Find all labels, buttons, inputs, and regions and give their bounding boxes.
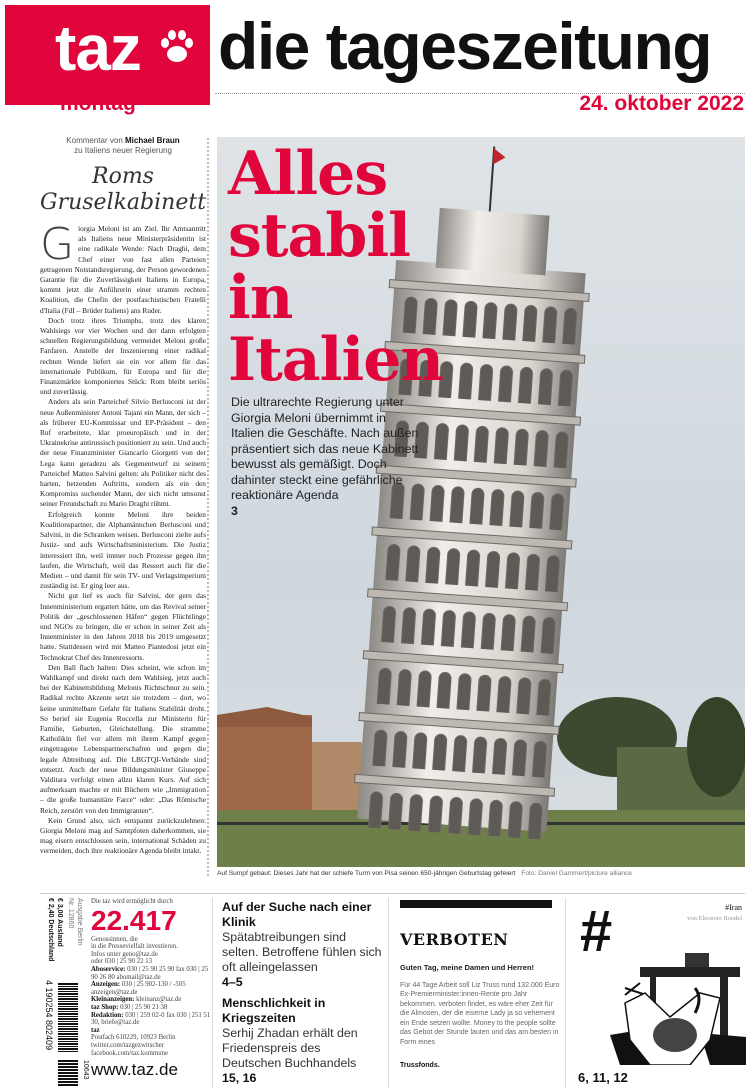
iran-pages[interactable]: 6, 11, 12	[578, 1070, 628, 1085]
headline-line: in	[228, 263, 293, 333]
tower-arch	[397, 669, 411, 706]
edition-number	[66, 898, 84, 945]
tower-arch	[503, 304, 517, 341]
tower-arch	[521, 616, 535, 653]
taz-logo[interactable]	[5, 5, 210, 105]
barcode	[58, 982, 78, 1052]
tower-arch	[477, 675, 491, 712]
teaser-text: Serhij Zhadan erhält den Friedenspreis des Deutschen Buchhandels	[222, 1026, 358, 1070]
tower-arch	[508, 801, 522, 838]
teaser-text: Die ultrarechte Regierung unter Giorgia Meloni übernimmt in Italien die Geschäfte. Nach außen präsentiert sich das neue Kabinett bewusst als gemäßigt. Doch dahinter steckt eine gefährliche reaktionäre Agenda	[231, 395, 419, 502]
contact-text: 030 | 259 02-0 fax 030 | 251 51 30, briefe@taz.de	[91, 1011, 211, 1027]
headline-line: Italien	[228, 325, 444, 395]
headline-line: Alles	[228, 139, 388, 209]
edition-line: Ausgabe Berlin	[76, 898, 83, 946]
tower-arch	[393, 731, 407, 768]
tower-arch	[554, 432, 568, 469]
issue-code: 10643	[82, 1060, 89, 1080]
tower-arch	[441, 610, 455, 647]
tower-arch	[426, 547, 440, 584]
contact-text: 030 | 25 90 21 38	[120, 1003, 168, 1011]
prices	[46, 898, 64, 961]
tower-arch	[474, 426, 488, 463]
tower-arch	[514, 429, 528, 466]
tower-arch	[406, 546, 420, 583]
headline-line: stabil	[228, 201, 410, 271]
tower-arch	[497, 676, 511, 713]
postal-address: Postfach 610229, 10923 Berlin	[91, 1034, 176, 1042]
barcode-addon	[58, 1060, 78, 1086]
verboten-text: Für 44 Tage Arbeit soll Liz Truss rund 132.000 Euro Ex-Premierminister:innen-Rente pro Jahr bekommen. verboten findet, es wäre eher Zeit für die Almosen, der die eiserne Lady ja so vehement ein Ende setzen wollte. Money to the people sollte das Gebot der Stunde lauten und das am besten in Form eines	[400, 981, 560, 1046]
weekday: montag	[60, 92, 136, 115]
tower-arch	[563, 308, 577, 345]
tower-arch	[459, 363, 473, 400]
verboten-greeting: Guten Tag, meine Damen und Herren!	[400, 963, 535, 972]
tower-arch	[517, 678, 531, 715]
tower-arch	[525, 554, 539, 591]
logo-text: taz	[55, 12, 141, 84]
tower-arch	[434, 423, 448, 460]
tower-arch	[523, 305, 537, 342]
contact-label: Kleinanzeigen:	[91, 996, 135, 1004]
lead-teaser	[231, 395, 421, 519]
tower-arch	[501, 614, 515, 651]
teaser-pages: 4–5	[222, 975, 243, 989]
teaser-title: Menschlichkeit in Kriegszeiten	[222, 996, 326, 1025]
imprint-line: oder 030 | 25 90 22 13	[91, 958, 153, 966]
teaser-list	[222, 900, 382, 1092]
dropcap: G	[40, 219, 75, 270]
edition-line: Nr. 12860	[67, 898, 74, 929]
tower-arch	[450, 486, 464, 523]
imprint-line: in die Pressevielfalt investieren.	[91, 943, 178, 951]
tower-arch	[368, 792, 382, 829]
contact-shop	[91, 1004, 211, 1012]
tower-arch	[433, 734, 447, 771]
tower-arch	[490, 489, 504, 526]
paragraph: Doch trotz ihres Triumphs, trotz des klaren Wahlsiegs vor vier Wochen und der dann erfolgten schnellen Regierungsbildung vermeidet Meloni große Fanfaren. Anstelle der Inszenierung einer radikal rechten Wende liefert sie ein vor allem für das internationale Publikum, für Europa und für die Finanzmärkte komponiertes Stück: Rom bleibt seriös und zuverlässig.	[40, 315, 206, 397]
tower-arch	[486, 551, 500, 588]
column-separator	[212, 898, 213, 1088]
tower-arch	[401, 607, 415, 644]
contact-redaktion	[91, 1012, 211, 1027]
imprint-line: Genossinnen, die	[91, 935, 138, 943]
byline-prefix: Kommentar von	[66, 136, 123, 145]
paragraph: iorgia Meloni ist am Ziel. Ihr Amtsantritt als Italiens neue Ministerpräsidentin ist eine radikale Wende: Nach Draghi, dem Chef einer von fast allen Parteien getragenen Notstandsregierung, der Person gewordenen Garantie für die Zuverlässigkeit Italiens in Europa, kommt jetzt die Anführerin einer stramm rechten Koalition, die Chefin der postfaschistischen Fratelli d'Italia (FdI – Brüder Italiens) ans Ruder.	[40, 224, 206, 315]
commentary-title[interactable]: Roms Gruselkabinett	[40, 164, 206, 215]
paragraph: Kein Grund also, sich entspannt zurückzulehnen: Giorgia Meloni mag auf Samtpfoten daherkommen, sie mag eisern entschlossen sein, international Schäden zu vermeiden, doch ihre reaktionäre Agenda bleibt intakt.	[40, 815, 206, 856]
commentary-body	[40, 219, 206, 857]
imprint-footer: taz	[91, 1026, 100, 1034]
paragraph: Erfolgreich konnte Meloni ihre beiden Koalitionspartner, die Alphamännchen Berlusconi und Salvini, in die Schranken weisen. Berlusconi zielte aufs Justiz- und aufs Wirtschaftsministerium. Die Justiz interessiert ihn, weil immer noch Prozesse gegen ihn laufen, die Wirtschaft, weil das Ressort auch für die Medien – und damit für sein TV- und Verlagsimperium zuständig ist. Er ging leer aus.	[40, 509, 206, 591]
page-reference[interactable]: 3	[231, 503, 238, 518]
tower-arch	[454, 425, 468, 462]
tower-arch	[530, 492, 544, 529]
paragraph: Anders als sein Parteichef Silvio Berlusconi ist der neue Außenminister Antoni Tajani ein Mann, der sich – als früherer EU-Kommissar und EP-Präsident – den Ruf erarbeitete, klar proeuropäisch und in der Ukrainekrise antirussisch positioniert zu sein. Und auch der neue Finanzminister Giancarlo Giorgetti von der Lega kann geradezu als Gegenentwurf zu seinem Parteichef Matteo Salvini gelten: als Politiker nicht des harten, hetzenden Auftritts, sondern als ein den Kompromiss suchender Mann, der sich nicht umsonst seiner Freundschaft zu Mario Draghi rühmt.	[40, 397, 206, 509]
tower-arch	[541, 617, 555, 654]
paragraph: Den Ball flach halten: Dies scheint, wie schon im Wahlkampf und direkt nach dem Wahlsieg, jetzt auch bei der Kabinettsbildung Melonis Richtschnur zu sein. Radikal rechte Akzente setzt sie trotzdem – dort, wo keine unmittelbare Gefahr für Italiens Stabilität droht. So berief sie Eugenia Roccella zur Ministerin für Familie, Geburten, Gleichstellung. Die stramme Katholikin fiel vor allem mit ihrem Kampf gegen eingetragene Lebenspartnerschaften und gegen die legale Abtreibung auf. Die LBGTQI-Verbände sind entsetzt. Auch der neue Bildungsminister Giuseppe Valditara verfolgt einen allzu klaren Kurs. Auf sich aufmerksam machte er mit Büchern wie „Immigration – die große humanitäre Farce“ oder: „Das Römische Reich, zerstört von den Immigranten“.	[40, 662, 206, 815]
tower-arch	[377, 668, 391, 705]
teaser-item[interactable]	[222, 900, 382, 990]
tower-arch	[373, 730, 387, 767]
column-separator	[388, 898, 389, 1088]
photo-credit: Foto: Daniel Gammert/picture alliance	[521, 870, 633, 877]
verboten-punchline: Trussfonds.	[400, 1062, 440, 1069]
tower-arch	[386, 544, 400, 581]
tower-arch	[479, 364, 493, 401]
commentary-column	[40, 136, 206, 881]
author: Michael Braun	[125, 136, 180, 145]
column-separator	[565, 898, 566, 1088]
byline-topic: zu Italiens neuer Regierung	[74, 146, 172, 155]
tower-arch	[550, 493, 564, 530]
tower-arch	[413, 732, 427, 769]
tower-arch	[468, 799, 482, 836]
iran-byline: von Eleonore Roedel	[687, 915, 742, 922]
issue-date: 24. oktober 2022	[579, 92, 744, 115]
contact-text: 030 | 25 90 25 90 fax 030 | 25 90 26 80 abomail@taz.de	[91, 965, 209, 981]
tower-arch	[443, 300, 457, 337]
verboten-bar	[400, 900, 552, 908]
tower-arch	[428, 796, 442, 833]
caption-text: Auf Sumpf gebaut: Dieses Jahr hat der schiefe Turm von Pisa seinen 650-jährigen Geburtstag gefeiert	[217, 870, 516, 877]
tower-arch	[543, 306, 557, 343]
edition-info	[42, 898, 89, 1088]
tower-arch	[518, 367, 532, 404]
tower-arch	[421, 609, 435, 646]
contact-text: 030 | 25 902-130 / -505 anzeigen@taz.de	[91, 981, 186, 996]
iran-label[interactable]	[687, 902, 742, 924]
contact-label: Aboservice:	[91, 965, 126, 973]
contact-text: kleinanz@taz.de	[136, 996, 182, 1004]
price-abroad: € 3,00 Ausland	[56, 898, 63, 947]
tower-arch	[510, 491, 524, 528]
tower-arch	[488, 800, 502, 837]
newspaper-title: die tageszeitung	[218, 9, 712, 83]
tower-arch	[512, 739, 526, 776]
paragraph: Nicht gut lief es auch für Salvini, der gern das Innenministerium ergattert hätte, um das Revival seiner Politik der „geschlossenen Häfen“ gegen Flüchtlinge und NGOs zu bringen, die er schon in seiner Zeit als Innenminister in den Jahren 2018 bis 2019 umgesetzt hatte. Stattdessen wird mit Matteo Piantedosi jetzt ein Technokrat Chef des Innenressorts.	[40, 591, 206, 662]
price-germany: € 2,40 Deutschland	[47, 898, 54, 962]
tower-arch	[466, 550, 480, 587]
tower-arch	[430, 485, 444, 522]
tower-arch	[453, 735, 467, 772]
paw-icon	[157, 27, 197, 67]
tower-arch	[537, 679, 551, 716]
tower-arch	[463, 301, 477, 338]
tower-arch	[461, 612, 475, 649]
tower-arch	[558, 370, 572, 407]
contact-anzeigen	[91, 981, 211, 996]
contact-kleinanzeigen	[91, 996, 211, 1004]
teaser-title: Auf der Suche nach einer Klinik	[222, 900, 372, 929]
verboten-box	[400, 900, 560, 1071]
twitter-link[interactable]: twitter.com/tazgezwitscher	[91, 1041, 165, 1049]
tower-arch	[381, 606, 395, 643]
tower-arch	[437, 672, 451, 709]
tower-arch	[417, 671, 431, 708]
contact-label: Anzeigen:	[91, 981, 121, 989]
teaser-item[interactable]	[222, 996, 382, 1086]
tower-arch	[448, 797, 462, 834]
contact-aboservice	[91, 966, 211, 981]
photo-caption	[217, 870, 632, 877]
tower-arch	[457, 673, 471, 710]
tower-arch	[408, 794, 422, 831]
imprint-intro: Die taz wird ermöglicht durch	[91, 898, 173, 905]
teaser-pages: 15, 16	[222, 1071, 257, 1085]
tower-arch	[492, 738, 506, 775]
tower-arch	[494, 427, 508, 464]
tower-arch	[470, 488, 484, 525]
tower-arch	[534, 430, 548, 467]
tower-arch	[498, 366, 512, 403]
tower-arch	[481, 613, 495, 650]
tower-arch	[538, 368, 552, 405]
lead-headline[interactable]	[228, 139, 444, 395]
tower-arch	[528, 803, 542, 840]
tower-arch	[473, 737, 487, 774]
website-link[interactable]: www.taz.de	[91, 1060, 178, 1080]
hashtag-icon: #	[580, 899, 613, 964]
contact-label: taz Shop:	[91, 1003, 119, 1011]
commentary-byline	[40, 136, 206, 156]
tower-arch	[388, 793, 402, 830]
contact-label: Redaktion:	[91, 1011, 124, 1019]
imprint-line: Infos unter geno@taz.de	[91, 950, 158, 958]
iran-tag: #Iran	[725, 903, 742, 912]
tower-arch	[505, 553, 519, 590]
verboten-title: VERBOTEN	[400, 930, 509, 949]
cartoon-illustration[interactable]	[600, 945, 746, 1065]
bottom-divider	[40, 893, 745, 894]
facebook-link[interactable]: facebook.com/taz.kommune	[91, 1049, 169, 1057]
barcode-number: 4 190254 802409	[44, 980, 54, 1051]
teaser-text: Spätabtreibungen sind selten. Betroffene fühlen sich oft alleingelassen	[222, 930, 382, 974]
tower-arch	[446, 548, 460, 585]
member-count: 22.417	[91, 904, 177, 936]
imprint-box	[91, 898, 211, 1080]
tower-arch	[532, 741, 546, 778]
column-separator	[207, 138, 209, 876]
tower-arch	[483, 302, 497, 339]
tower-arch	[545, 555, 559, 592]
